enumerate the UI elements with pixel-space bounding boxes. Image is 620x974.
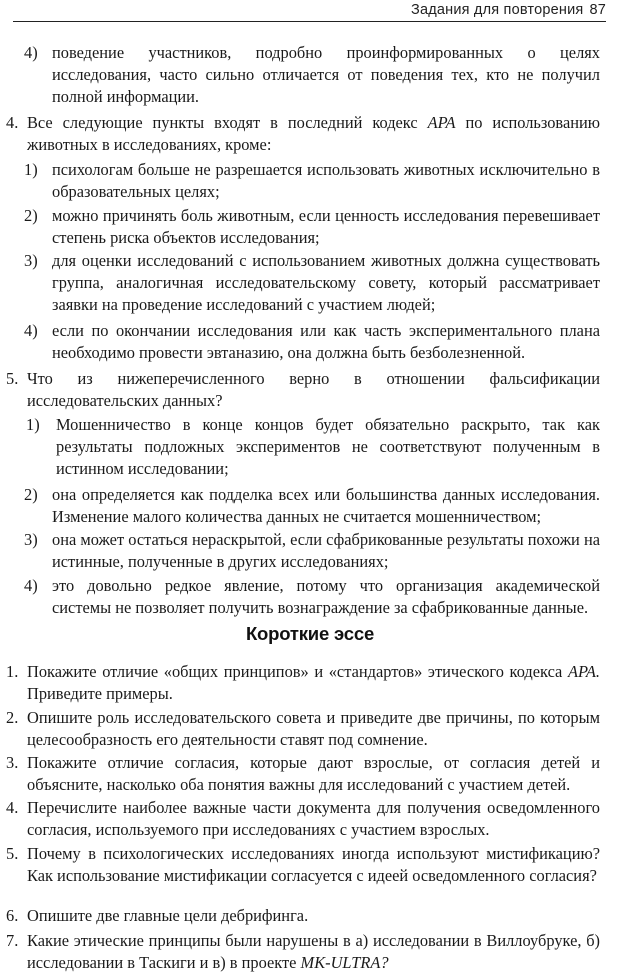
essay-text: Почему в психологических исследованиях иногда используют мистификацию? Как использование мистификации согласуется с идеей осведомленного согласия? (27, 844, 600, 886)
question-text: Все следующие пункты входят в последний кодекс APA по использованию животных в исследованиях, кроме: (27, 113, 601, 155)
essay-text: Какие этические принципы были нарушены в а) исследовании в Виллоубруке, б) исследовании в Таскиги и в) в проекте MK-ULTRA? (27, 931, 600, 973)
option-text: можно причинять боль животным, если ценность исследования перевешивает степень риска объектов исследования; (52, 206, 600, 248)
essay-number: 6. (6, 906, 19, 925)
option-text: это довольно редкое явление, потому что организация академической системы не позволяет получить вознаграждение за сфабрикованные данные. (52, 576, 600, 618)
essay-item-5 (6, 843, 600, 887)
essay-number: 1. (6, 662, 19, 681)
option-text: поведение участников, подробно проинформированных о целях исследования, часто сильно отличается от поведения тех, кто не получил полной информации. (52, 43, 600, 107)
option-number: 2) (24, 485, 38, 504)
header-title: Задания для повторения (411, 2, 584, 18)
question-5-option-3 (24, 529, 600, 573)
option-number: 4) (24, 321, 38, 340)
running-header (13, 0, 606, 22)
option-text: она определяется как подделка всех или большинства данных исследования. Изменение малого количества данных не считается мошенничеством; (52, 485, 600, 527)
essay-item-7 (6, 930, 600, 974)
option-number: 4) (24, 576, 38, 595)
question-5 (6, 368, 600, 412)
essay-text: Опишите две главные цели дебрифинга. (27, 906, 309, 925)
question-4-option-1 (24, 159, 600, 203)
option-number: 4) (24, 43, 38, 62)
option-text: для оценки исследований с использованием животных должна существовать группа, аналогичная исследовательскому совету, который рассматривает заявки на проведение исследований с участием людей; (52, 251, 600, 315)
essay-item-6 (6, 905, 600, 927)
option-text: если по окончании исследования или как часть экспериментального плана необходимо провести эвтаназию, она должна быть безболезненной. (52, 321, 600, 363)
essay-item-4 (6, 797, 600, 841)
option-number: 3) (24, 251, 38, 270)
essay-number: 7. (6, 931, 19, 950)
question-text: Что из нижеперечисленного верно в отношении фальсификации исследовательских данных? (27, 369, 600, 411)
question-5-option-2 (24, 484, 600, 528)
question-3-option-4 (24, 42, 600, 109)
question-4-option-4 (24, 320, 600, 364)
essay-number: 3. (6, 753, 19, 772)
essay-text: Опишите роль исследовательского совета и приведите две причины, по которым целесообразность его деятельности ставят под сомнение. (27, 708, 600, 750)
question-number: 4. (6, 113, 19, 132)
option-number: 1) (24, 160, 38, 179)
essay-item-3 (6, 752, 600, 796)
question-5-option-1 (26, 414, 600, 481)
section-heading: Короткие эссе (245, 623, 375, 644)
option-number: 3) (24, 530, 38, 549)
question-5-option-4 (24, 575, 600, 619)
essay-number: 4. (6, 798, 19, 817)
question-4-option-3 (24, 250, 600, 317)
essay-text: Перечислите наиболее важные части документа для получения осведомленного согласия, используемого при исследованиях с участием взрослых. (27, 798, 600, 840)
page-number: 87 (589, 2, 606, 18)
option-number: 2) (24, 206, 38, 225)
option-text: психологам больше не разрешается использовать животных исключительно в образовательных целях; (52, 160, 600, 202)
essay-number: 2. (6, 708, 19, 727)
question-4-option-2 (24, 205, 600, 249)
question-4 (6, 112, 601, 156)
question-number: 5. (6, 369, 19, 388)
option-text: Мошенничество в конце концов будет обязательно раскрыто, так как результаты подложных экспериментов не соответствуют полученным в истинном исследовании; (56, 415, 600, 479)
essay-item-2 (6, 707, 600, 751)
essay-text: Покажите отличие «общих принципов» и «стандартов» этического кодекса APA. Приведите примеры. (27, 662, 600, 704)
essay-item-1 (6, 661, 600, 705)
essay-number: 5. (6, 844, 19, 863)
essay-text: Покажите отличие согласия, которые дают взрослые, от согласия детей и объясните, насколько оба понятия важны для исследований с участием детей. (27, 753, 600, 795)
option-text: она может остаться нераскрытой, если сфабрикованные результаты похожи на истинные, полученные в других исследованиях; (52, 530, 600, 572)
option-number: 1) (26, 415, 40, 434)
